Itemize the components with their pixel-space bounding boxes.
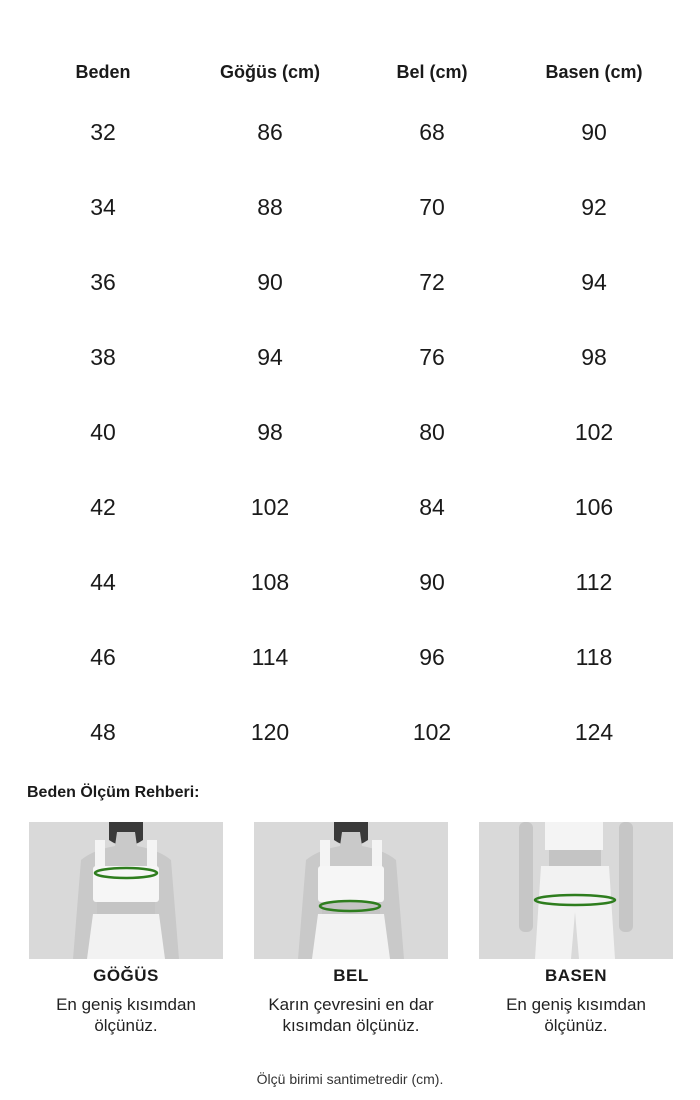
cell-waist: 102 [412,719,452,745]
cell-chest: 86 [257,119,283,145]
cell-size: 38 [90,344,116,370]
waist-measure-image [254,822,448,959]
cell-chest: 102 [250,494,290,520]
table-row [0,620,700,695]
chest-description-line1: En geniş kısımdan [56,995,196,1014]
table-row [0,95,700,170]
cell-waist: 72 [419,269,445,295]
cell-chest: 94 [257,344,283,370]
cell-waist: 76 [419,344,445,370]
column-header-waist: Bel (cm) [396,62,468,82]
waist-description [231,994,471,1036]
waist-heading: BEL [333,966,369,985]
cell-chest: 90 [257,269,283,295]
cell-size: 48 [90,719,116,745]
hip-heading: BASEN [544,966,607,985]
cell-hip: 112 [575,569,613,595]
cell-waist: 96 [419,644,445,670]
cell-chest: 108 [250,569,290,595]
cell-waist: 90 [419,569,445,595]
table-row [0,170,700,245]
hip-caption [456,966,696,1036]
cell-size: 34 [90,194,116,220]
table-header-row [0,50,700,95]
cell-size: 36 [90,269,116,295]
hip-description-line2: ölçünüz. [544,1016,608,1035]
cell-hip: 102 [574,419,614,445]
cell-size: 32 [90,119,116,145]
column-header-hip: Basen (cm) [545,62,643,82]
chest-description-line2: ölçünüz. [94,1016,158,1035]
waist-description-line1: Karın çevresini en dar [268,995,434,1014]
cell-hip: 94 [581,269,607,295]
unit-footnote: Ölçü birimi santimetredir (cm). [256,1071,444,1087]
cell-waist: 70 [419,194,445,220]
cell-waist: 84 [419,494,445,520]
table-row [0,470,700,545]
chest-measure-image [29,822,223,959]
table-row [0,320,700,395]
cell-chest: 98 [257,419,283,445]
cell-waist: 80 [419,419,445,445]
cell-size: 44 [90,569,116,595]
hip-description-line1: En geniş kısımdan [506,995,646,1014]
table-row [0,245,700,320]
size-chart-table [0,50,700,770]
chest-caption [6,966,246,1036]
cell-hip: 90 [581,119,607,145]
cell-size: 46 [90,644,116,670]
table-row [0,695,700,770]
cell-chest: 120 [250,719,290,745]
cell-hip: 124 [574,719,614,745]
column-header-chest: Göğüs (cm) [219,62,320,82]
cell-hip: 106 [574,494,614,520]
hip-measure-image [479,822,673,959]
cell-hip: 118 [575,644,613,670]
cell-chest: 114 [251,644,289,670]
column-header-size: Beden [75,62,131,82]
waist-description-line2: kısımdan ölçünüz. [282,1016,420,1035]
cell-chest: 88 [257,194,283,220]
waist-caption [231,966,471,1036]
cell-size: 42 [90,494,116,520]
chest-heading: GÖĞÜS [93,966,159,985]
table-row [0,545,700,620]
measurement-guide-title: Beden Ölçüm Rehberi: [27,784,200,801]
hip-description [456,994,696,1036]
table-row [0,395,700,470]
cell-hip: 92 [581,194,607,220]
chest-description [6,994,246,1036]
cell-hip: 98 [581,344,607,370]
cell-waist: 68 [419,119,445,145]
cell-size: 40 [90,419,116,445]
